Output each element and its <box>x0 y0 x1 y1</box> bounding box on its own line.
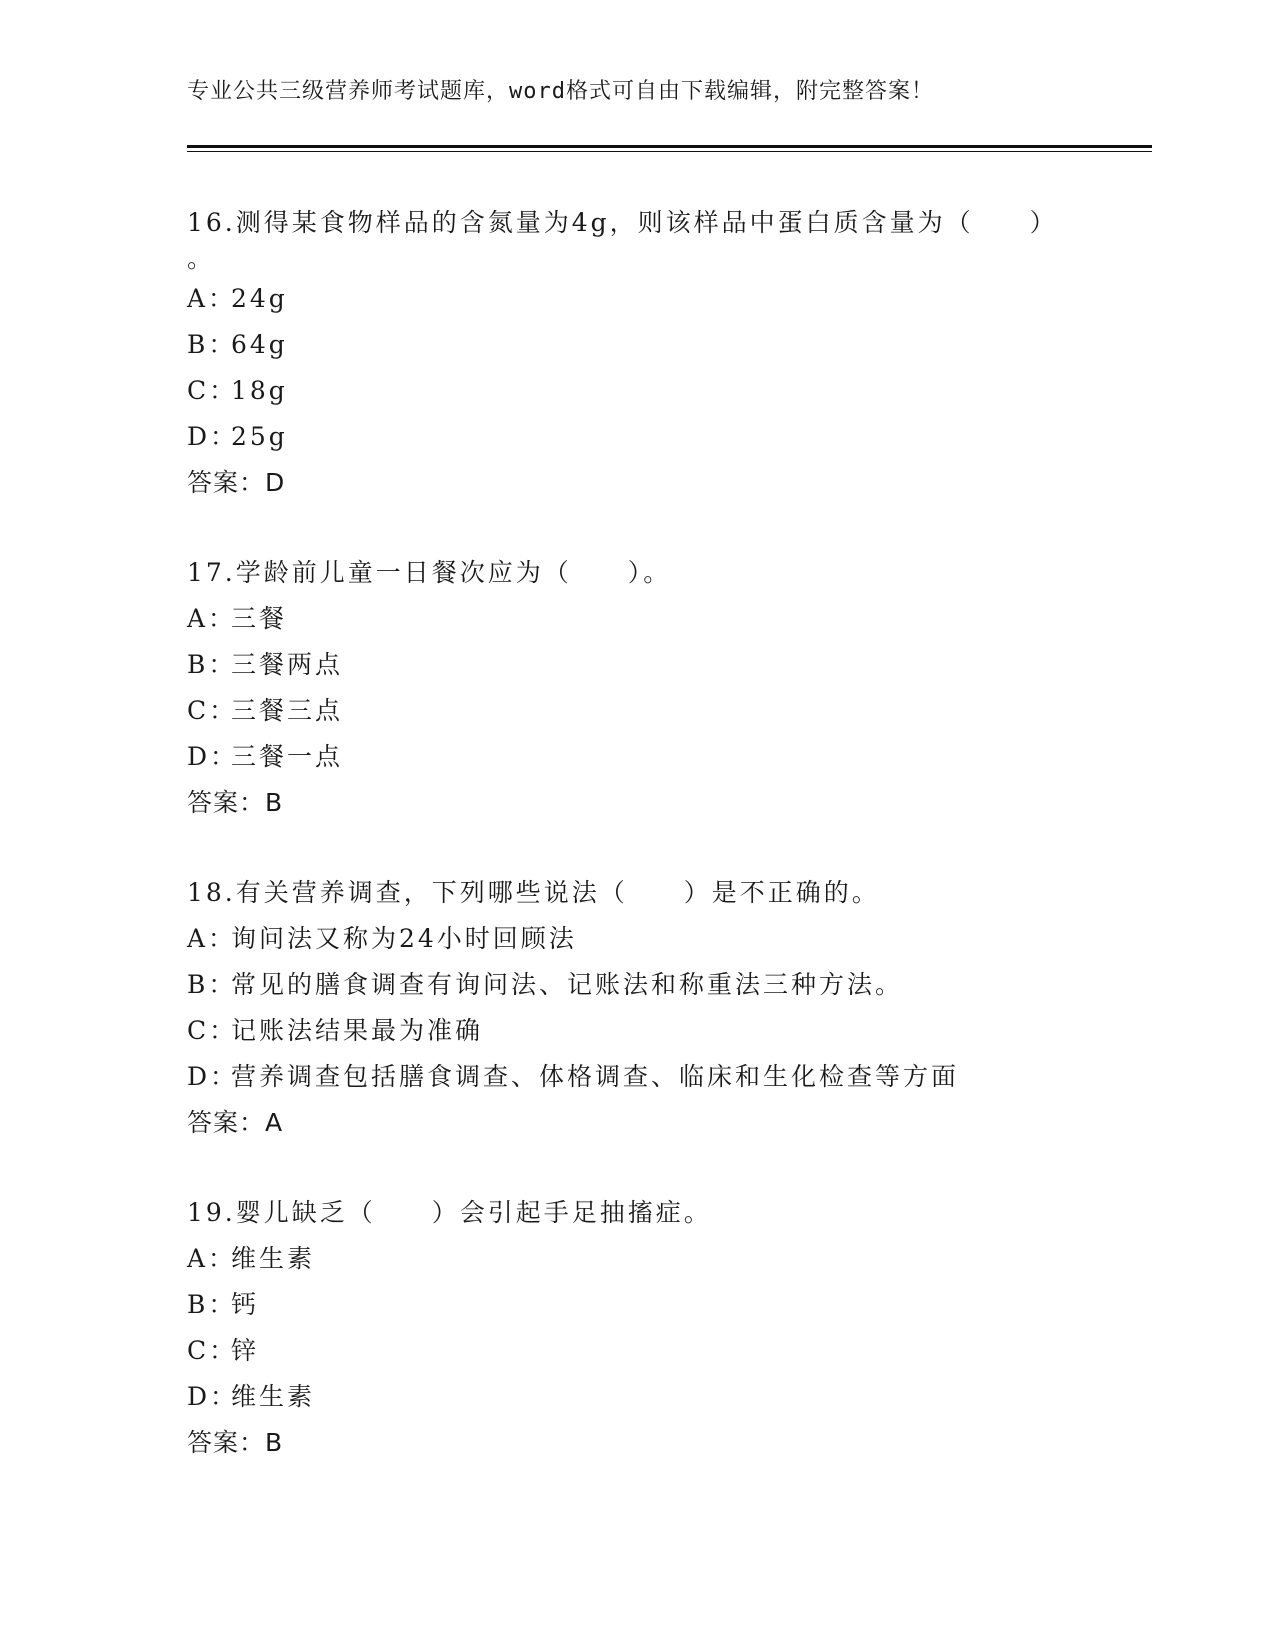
option-d <box>187 414 1152 460</box>
option-text: 锌 <box>231 1336 260 1365</box>
option-text: 三餐 <box>231 604 288 633</box>
option-b <box>187 962 1152 1008</box>
option-a <box>187 1236 1152 1282</box>
option-text: 三餐一点 <box>231 742 344 771</box>
option-key: C： <box>187 1016 238 1045</box>
option-a <box>187 276 1152 322</box>
option-c <box>187 1328 1152 1374</box>
option-key: D： <box>187 742 239 771</box>
option-text: 营养调查包括膳食调查、体格调查、临床和生化检查等方面 <box>231 1062 960 1091</box>
header-rule-thick <box>187 145 1152 148</box>
option-key: A： <box>187 284 237 313</box>
option-text: 三餐两点 <box>231 650 344 679</box>
option-a <box>187 596 1152 642</box>
page-header: 专业公共三级营养师考试题库，word格式可自由下载编辑，附完整答案！ <box>187 79 934 104</box>
answer-line: 答案：D <box>187 468 286 497</box>
option-text: 常见的膳食调查有询问法、记账法和称重法三种方法。 <box>231 970 904 999</box>
option-text: 三餐三点 <box>231 696 344 725</box>
option-text: 24g <box>231 284 288 313</box>
answer-line: 答案：B <box>187 1428 284 1457</box>
question-stem: 18.有关营养调查，下列哪些说法（ ）是不正确的。 <box>187 878 880 907</box>
header-rule-thin <box>187 151 1152 152</box>
option-d <box>187 734 1152 780</box>
option-key: D： <box>187 422 239 451</box>
option-b <box>187 322 1152 368</box>
question-stem: 16.测得某食物样品的含氮量为4g，则该样品中蛋白质含量为（ ） <box>187 208 1058 237</box>
option-b <box>187 642 1152 688</box>
option-key: C： <box>187 376 238 405</box>
option-key: C： <box>187 1336 238 1365</box>
question-spacer <box>187 506 1152 550</box>
option-text: 询问法又称为24小时回顾法 <box>231 924 577 953</box>
option-text: 钙 <box>231 1290 260 1319</box>
option-text: 记账法结果最为准确 <box>231 1016 484 1045</box>
option-key: D： <box>187 1062 239 1091</box>
option-text: 25g <box>231 422 288 451</box>
option-text: 维生素 <box>231 1244 316 1273</box>
option-key: D： <box>187 1382 239 1411</box>
question-list <box>187 200 1152 1466</box>
question-17 <box>187 550 1152 826</box>
question-spacer <box>187 1146 1152 1190</box>
question-spacer <box>187 826 1152 870</box>
question-stem: 17.学龄前儿童一日餐次应为（ ）。 <box>187 558 672 587</box>
question-18 <box>187 870 1152 1146</box>
question-stem-continuation: 。 <box>187 244 216 273</box>
question-16 <box>187 200 1152 506</box>
option-key: A： <box>187 604 237 633</box>
option-c <box>187 1008 1152 1054</box>
option-d <box>187 1374 1152 1420</box>
option-key: B： <box>187 1290 237 1319</box>
answer-line: 答案：A <box>187 1108 284 1137</box>
question-19 <box>187 1190 1152 1466</box>
option-text: 18g <box>231 376 288 405</box>
option-key: C： <box>187 696 238 725</box>
option-text: 64g <box>231 330 288 359</box>
option-a <box>187 916 1152 962</box>
option-d <box>187 1054 1152 1100</box>
option-text: 维生素 <box>231 1382 316 1411</box>
option-c <box>187 688 1152 734</box>
option-key: A： <box>187 1244 237 1273</box>
option-b <box>187 1282 1152 1328</box>
option-key: A： <box>187 924 237 953</box>
option-key: B： <box>187 970 237 999</box>
option-key: B： <box>187 650 237 679</box>
option-c <box>187 368 1152 414</box>
question-stem: 19.婴儿缺乏（ ）会引起手足抽搐症。 <box>187 1198 712 1227</box>
option-key: B： <box>187 330 237 359</box>
answer-line: 答案：B <box>187 788 284 817</box>
